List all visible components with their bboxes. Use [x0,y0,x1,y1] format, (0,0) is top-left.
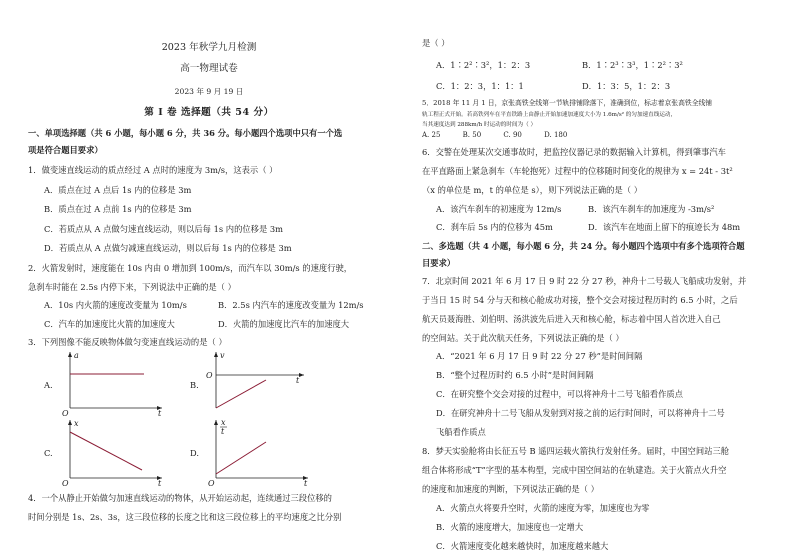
q5-stem-end: 当其速度达到 288km/h 时运动的时间为（ ） [422,122,537,128]
q2-option-c: C．汽车的加速度比火箭的加速度大 [44,319,175,329]
q3-graph-d-xlabel: t [304,479,308,488]
q2-option-a: A．10s 内火箭的速度改变量为 10m/s [44,300,187,310]
q2-stem-cont: 急刹车时能在 2.5s 内停下来，下列说法中正确的是（ ） [28,282,236,292]
q3-graph-d [208,418,318,486]
section1-heading: 一、单项选择题（共 6 小题，每小题 6 分，共 36 分。每小题四个选项中只有一个选 [28,128,343,138]
q4-option-c: C．1：2：3，1：1：1 [436,81,524,91]
section1-heading-cont: 项是符合题目要求） [28,145,103,155]
q8-stem-l3: 的速度和加速度的判断，下列说法正确的是（ ） [422,484,599,494]
q3-graph-c [62,418,172,486]
q5-options: A. 25 B. 50 C. 90 D. 180 [422,131,568,139]
q7-stem-l2: 于当日 15 时 54 分与天和核心舱成功对接，整个交会对接过程历时约 6.5 小时，之后 [422,295,738,305]
q7-option-a: A．“2021 年 6 月 17 日 9 时 22 分 27 秒”是时间间隔 [436,351,643,361]
q3-graph-c-ylabel: x [74,419,79,428]
exam-title: 2023 年秋学九月检测 [161,42,257,53]
q3-graph-d-origin: O [208,479,215,488]
q4-option-b: B．1∶2³∶3³，1∶2²∶3² [582,60,683,70]
q3-graph-b-ylabel: v [220,351,225,360]
q5-stem-cont: 轨工程正式开始。若高铁列车在平直铁路上由静止开始加速加速度大小为 1.6m/s² 的匀加速直线运动， [422,112,677,118]
q3-graph-c-curve [70,432,142,470]
q3-graph-a-origin: O [62,409,69,418]
q4-option-a: A．1∶2²∶3²，1：2：3 [436,60,531,70]
q8-option-b: B．火箭的速度增大，加速度也一定增大 [436,522,584,532]
section2-heading-cont: 目要求） [422,258,456,268]
q7-stem-l4: 的空间站。关于此次航天任务，下列说法正确的是（ ） [422,333,624,343]
q3-stem: 3．下列图像不能反映物体做匀变速直线运动的是（ ） [28,337,227,347]
q3-graph-b-curve [216,380,266,408]
q7-stem: 7．北京时间 2021 年 6 月 17 日 9 时 22 分 27 秒，神舟十二号载人飞船成功发射，并 [422,276,747,286]
q3-graph-b-xlabel: t [296,376,300,385]
q1-option-d: D．若质点从 A 点做匀减速直线运动，则以后每 1s 内的位移是 3m [44,243,292,253]
q2-option-d: D．火箭的加速度比汽车的加速度大 [218,319,350,329]
q3-graph-a-letter: A. [44,380,53,390]
q6-stem-cont: 在平直路面上紧急刹车（车轮抱死）过程中的位移随时间变化的规律为 x = 24t - 3t² [422,166,733,176]
q4-option-d: D．1：3：5，1：2：3 [582,81,671,91]
q7-option-d: D．在研究神舟十二号飞船从发射到对接之前的运行时间时，可以将神舟十二号 [436,408,725,418]
q3-graph-a-ylabel: a [74,351,79,360]
q2-option-b: B．2.5s 内汽车的速度改变量为 12m/s [218,300,364,310]
q6-option-a: A．该汽车刹车的初速度为 12m/s [436,204,562,214]
q6-option-b: B．该汽车刹车的加速度为 -3m/s² [588,204,715,214]
q5-stem: 5．2018 年 11 月 1 日，京张高铁全线第一节轨排铺除落下，准确到位，标志着京张高铁全线铺 [422,99,713,107]
q1-option-c: C．若质点从 A 点做匀速直线运动，则以后每 1s 内的位移是 3m [44,224,284,234]
exam-date: 2023 年 9 月 19 日 [174,87,244,96]
q8-option-c: C．火箭速度变化越来越快时，加速度越来越大 [436,541,609,551]
q4-stem-cont: 时间分别是 1s、2s、3s，这三段位移的长度之比和这三段位移上的平均速度之比分别 [28,512,342,522]
q1-option-b: B．质点在过 A 点前 1s 内的位移是 3m [44,204,192,214]
q1-stem: 1．做变速直线运动的质点经过 A 点时的速度为 3m/s，这表示（ ） [28,165,278,175]
q3-graph-d-curve [216,442,266,474]
q4-stem: 4．一个从静止开始做匀加速直线运动的物体，从开始运动起，连续通过三段位移的 [28,493,332,503]
q7-stem-l3: 航天员聂海胜、刘伯明、汤洪波先后进入天和核心舱，标志着中国人首次进入自己 [422,314,721,324]
exam-subtitle: 高一物理试卷 [180,63,238,74]
q6-option-c: C．刹车后 5s 内的位移为 45m [436,222,553,232]
q6-stem-end: （x 的单位是 m，t 的单位是 s），则下列说法正确的是（ ） [422,185,643,195]
q6-stem: 6．交警在处理某次交通事故时，把监控仪器记录的数据输入计算机，得到肇事汽车 [422,147,726,157]
q8-stem-l2: 组合体将形成“T”字型的基本构型，完成中国空间站的在轨建造。关于火箭点火升空 [422,465,727,475]
q6-option-d: D．该汽车在地面上留下的痕迹长为 48m [588,222,741,232]
q3-graph-a-xlabel: t [158,409,162,418]
q3-graph-d-ylabel-bottom: t [221,427,225,436]
q3-graph-d-ylabel-top: x [221,418,226,427]
q3-graph-a [62,350,172,418]
q7-option-d-cont: 飞船看作质点 [436,427,486,437]
q3-graph-c-letter: C. [44,448,53,458]
q3-graph-b-origin: O [206,371,213,380]
section2-heading: 二、多选题（共 4 小题，每小题 6 分，共 24 分。每小题四个选项中有多个选项符合题 [422,241,745,251]
q3-graph-b [208,350,318,415]
q4-stem-end: 是（ ） [422,38,450,48]
q3-graph-c-origin: O [62,479,69,488]
part-title: 第 I 卷 选择题（共 54 分） [144,107,274,118]
q3-graph-b-letter: B. [190,380,199,390]
q3-graph-c-xlabel: t [158,479,162,488]
q2-stem: 2．火箭发射时，速度能在 10s 内由 0 增加到 100m/s，而汽车以 30m/s 的速度行驶， [28,263,353,273]
q3-graph-d-letter: D. [190,448,199,458]
q1-option-a: A．质点在过 A 点后 1s 内的位移是 3m [44,185,192,195]
q8-option-a: A．火箭点火将要升空时，火箭的速度为零，加速度也为零 [436,503,650,513]
q7-option-b: B．“整个过程历时约 6.5 小时”是时间间隔 [436,370,594,380]
q8-stem: 8．梦天实验舱将由长征五号 B 遥四运载火箭执行发射任务。届时，中国空间站三舱 [422,446,730,456]
q7-option-c: C．在研究整个交会对接的过程中，可以将神舟十二号飞船看作质点 [436,389,683,399]
